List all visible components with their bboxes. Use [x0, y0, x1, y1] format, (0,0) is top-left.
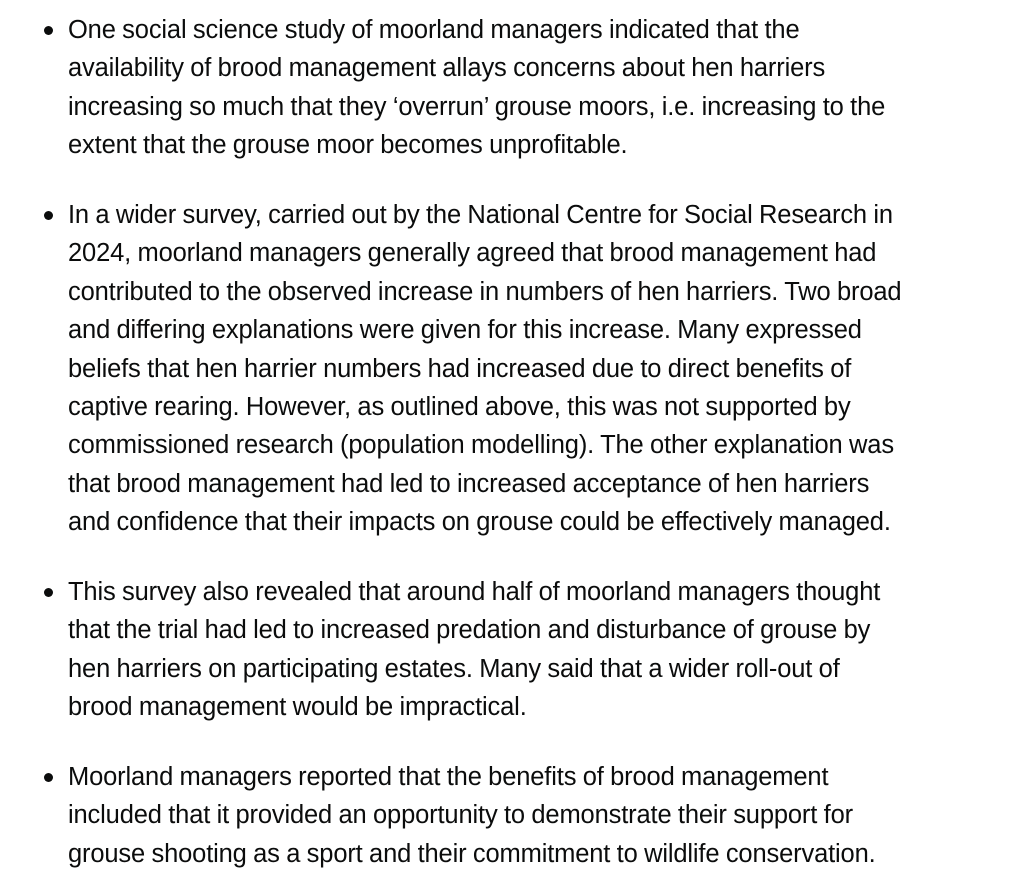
text-line: and differing explanations were given for this increase. Many expressed	[68, 316, 862, 345]
text-line: captive rearing. However, as outlined above, this was not supported by	[68, 393, 851, 422]
bullet-icon	[44, 211, 53, 220]
text-line: 2024, moorland managers generally agreed that brood management had	[68, 239, 877, 268]
list-item	[68, 11, 1010, 165]
text-line: grouse shooting as a sport and their commitment to wildlife conservation.	[68, 839, 876, 868]
bullet-icon	[44, 588, 53, 597]
list-item	[68, 573, 1010, 727]
list-item	[68, 758, 1010, 873]
text-line: availability of brood management allays concerns about hen harriers	[68, 54, 826, 83]
bullet-icon	[44, 26, 53, 35]
text-line: increasing so much that they ‘overrun’ grouse moors, i.e. increasing to the	[68, 92, 886, 121]
text-line: and confidence that their impacts on grouse could be effectively managed.	[68, 508, 891, 537]
list-item	[68, 196, 1010, 542]
text-line: commissioned research (population modelling). The other explanation was	[68, 431, 894, 460]
bullet-icon	[44, 773, 53, 782]
text-line: included that it provided an opportunity to demonstrate their support for	[68, 801, 853, 830]
text-line: Moorland managers reported that the benefits of brood management	[68, 763, 829, 791]
text-line: hen harriers on participating estates. Many said that a wider roll-out of	[68, 654, 840, 683]
text-line: beliefs that hen harrier numbers had increased due to direct benefits of	[68, 354, 852, 383]
text-line: extent that the grouse moor becomes unprofitable.	[68, 131, 628, 160]
text-line: This survey also revealed that around half of moorland managers thought	[68, 578, 881, 606]
text-line: that brood management had led to increased acceptance of hen harriers	[68, 469, 870, 498]
text-line: brood management would be impractical.	[68, 693, 527, 722]
text-line: In a wider survey, carried out by the National Centre for Social Research in	[68, 201, 893, 229]
text-line: that the trial had led to increased predation and disturbance of grouse by	[68, 616, 871, 645]
text-line: One social science study of moorland managers indicated that the	[68, 16, 800, 44]
text-line: contributed to the observed increase in numbers of hen harriers. Two broad	[68, 277, 902, 306]
